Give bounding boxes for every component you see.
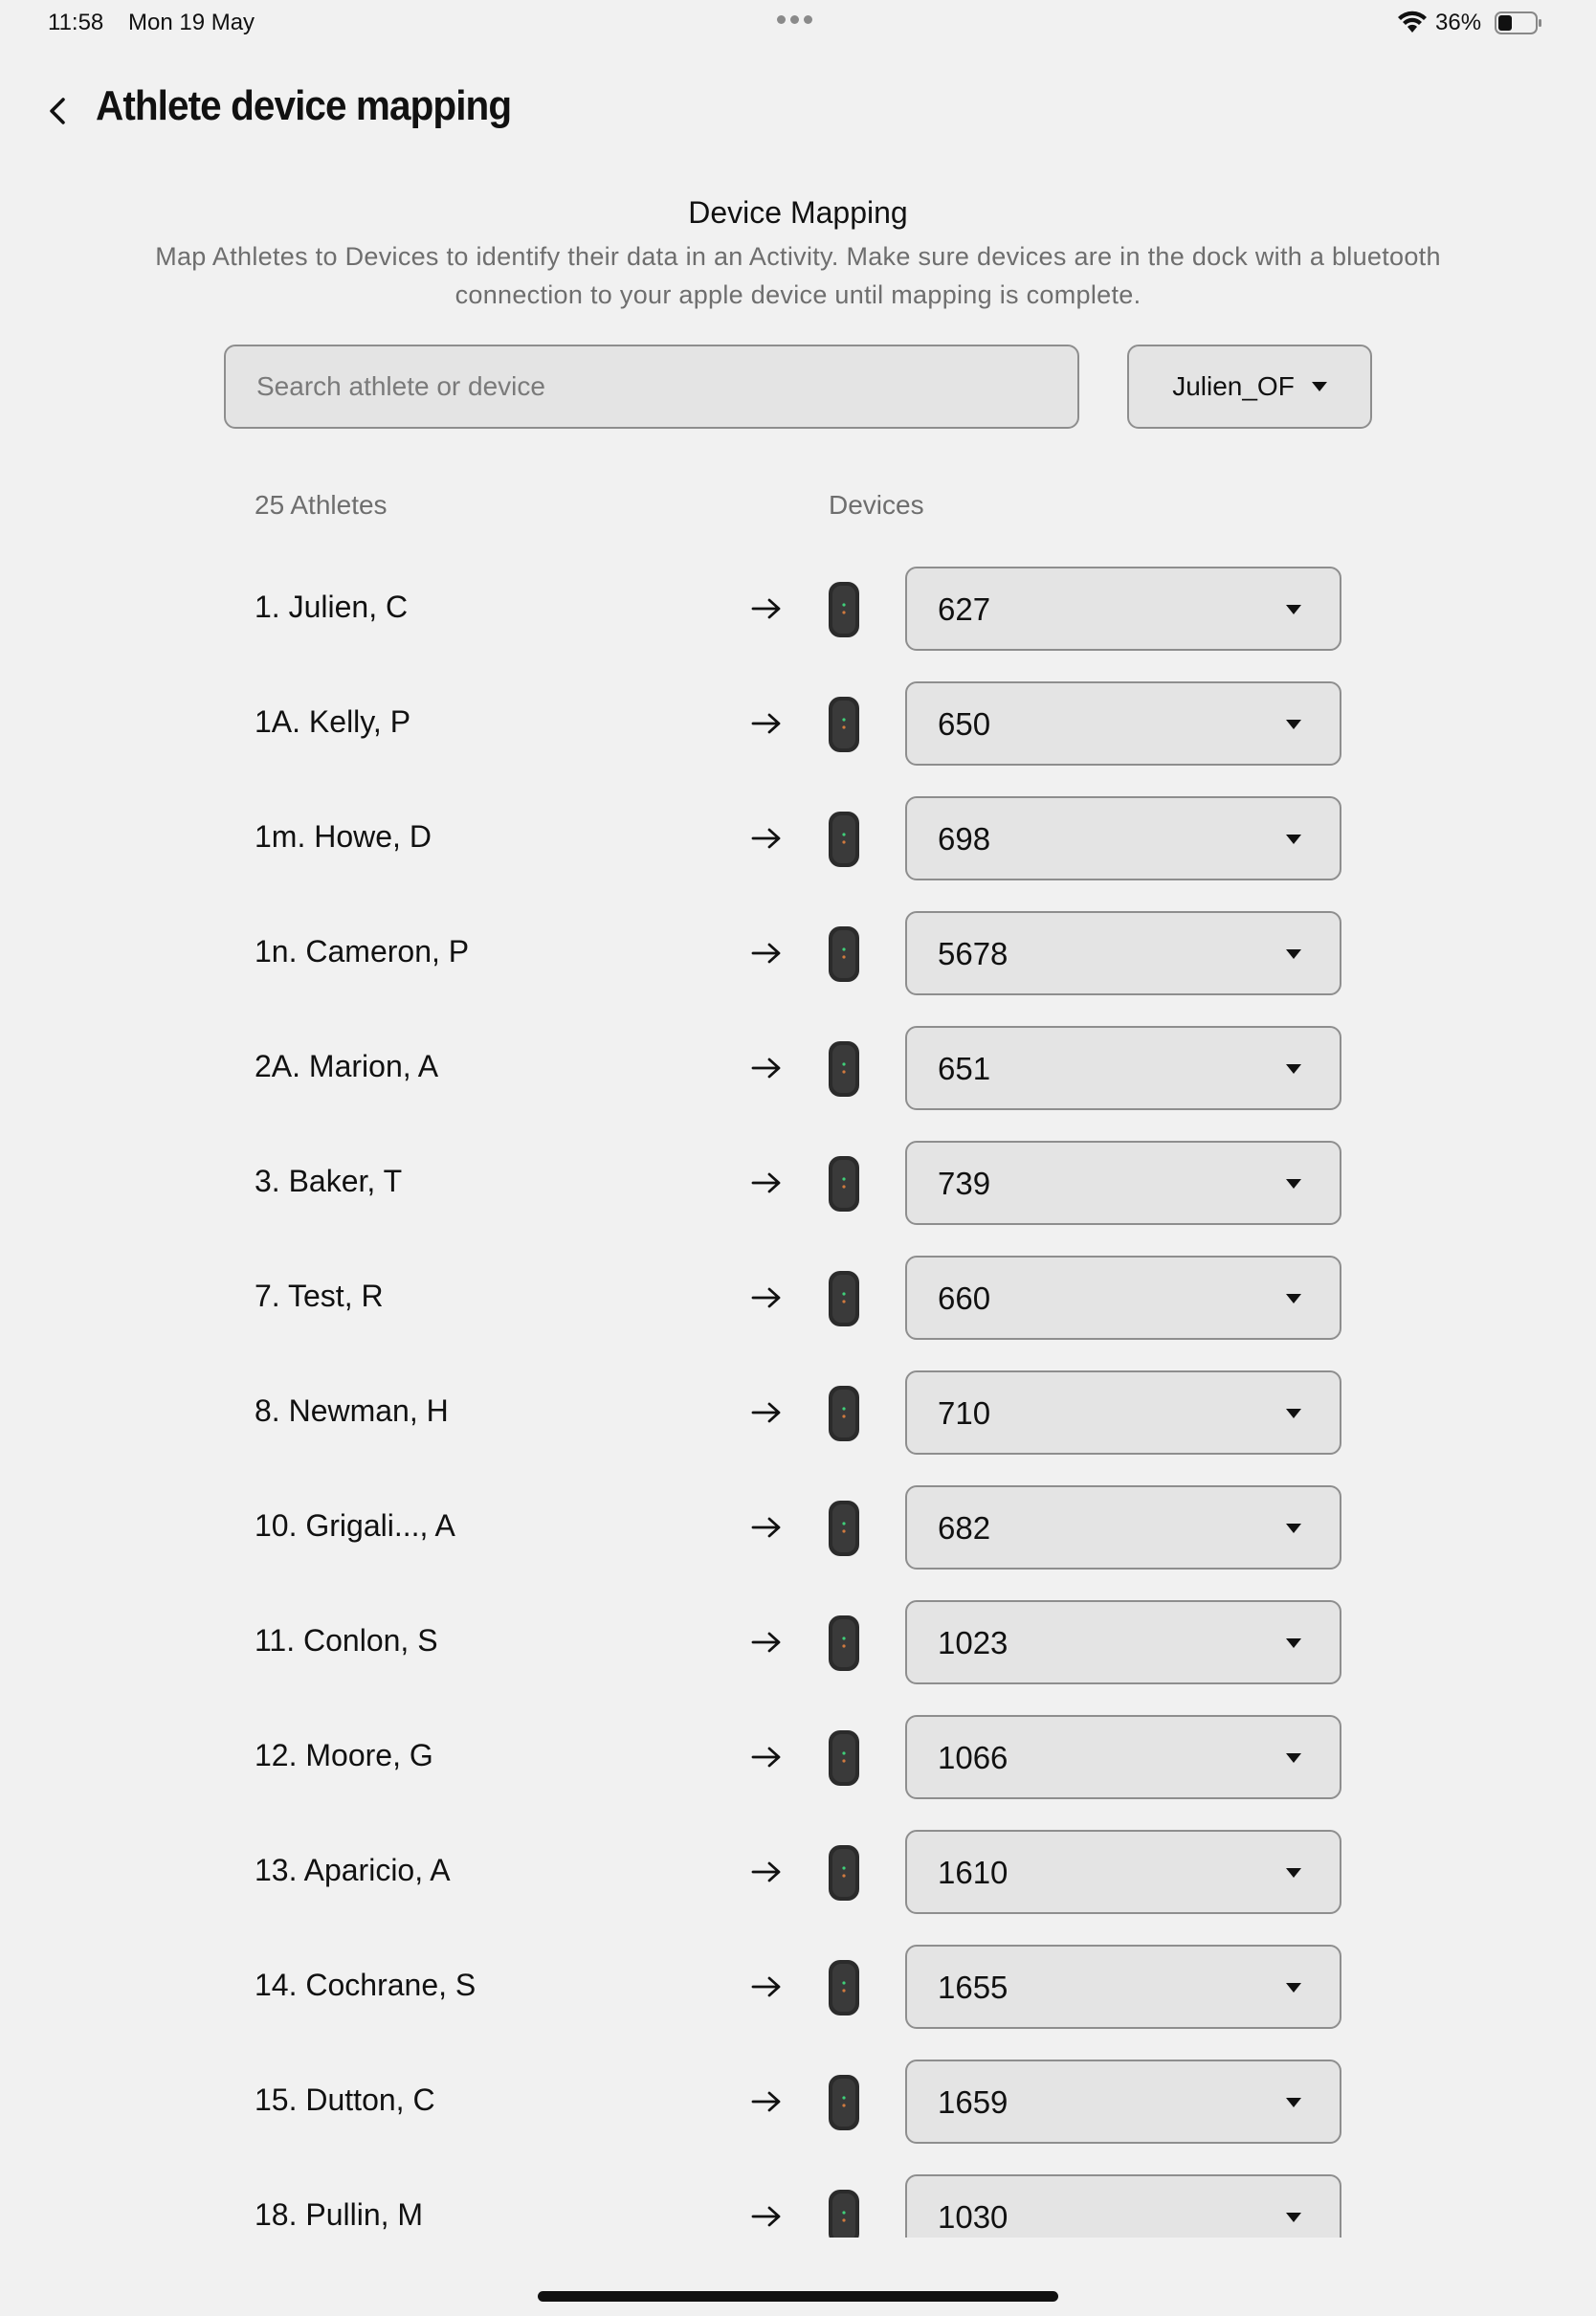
status-date: Mon 19 May [128, 10, 255, 35]
battery-percentage: 36% [1435, 10, 1482, 35]
arrow-right-icon [750, 2090, 783, 2113]
athlete-name: 8. Newman, H [255, 1393, 449, 1428]
device-dropdown[interactable] [905, 1945, 1341, 2029]
device-dropdown[interactable] [905, 1256, 1341, 1340]
tracker-device-icon [827, 1499, 861, 1558]
mapping-row [0, 1369, 1596, 1483]
device-dropdown[interactable] [905, 1026, 1341, 1110]
device-dropdown-value: 1655 [938, 1970, 1009, 2005]
device-dropdown[interactable] [905, 1485, 1341, 1570]
device-dropdown-value: 5678 [938, 936, 1009, 971]
athlete-name: 1A. Kelly, P [255, 704, 411, 739]
arrow-right-icon [750, 942, 783, 965]
tracker-device-icon [827, 1384, 861, 1443]
caret-down-icon [1286, 1179, 1301, 1189]
athlete-name: 18. Pullin, M [255, 2197, 424, 2232]
mapping-row [0, 1483, 1596, 1598]
tracker-device-icon [827, 1154, 861, 1214]
home-indicator[interactable] [538, 2291, 1058, 2302]
device-dropdown[interactable] [905, 1370, 1341, 1455]
caret-down-icon [1286, 2098, 1301, 2107]
device-dropdown-value: 710 [938, 1395, 991, 1431]
status-time: 11:58 [48, 10, 104, 35]
tracker-device-icon [827, 1039, 861, 1099]
device-dropdown-value: 1610 [938, 1855, 1009, 1890]
device-dropdown[interactable] [905, 2060, 1341, 2144]
athlete-name: 14. Cochrane, S [255, 1968, 477, 2002]
athlete-name: 3. Baker, T [255, 1164, 403, 1198]
tracker-device-icon [827, 1843, 861, 1903]
athletes-column-header: 25 Athletes [255, 490, 388, 520]
caret-down-icon [1286, 1524, 1301, 1533]
athlete-name: 15. Dutton, C [255, 2082, 435, 2117]
multitasking-dots-icon[interactable] [777, 11, 819, 25]
mapping-row [0, 565, 1596, 679]
caret-down-icon [1286, 1294, 1301, 1303]
caret-down-icon [1312, 382, 1327, 391]
device-dropdown[interactable] [905, 681, 1341, 766]
mapping-row [0, 1254, 1596, 1369]
athlete-name: 7. Test, R [255, 1279, 384, 1313]
arrow-right-icon [750, 1746, 783, 1769]
device-dropdown-value: 1659 [938, 2084, 1009, 2120]
tracker-device-icon [827, 924, 861, 984]
caret-down-icon [1286, 835, 1301, 844]
caret-down-icon [1286, 2213, 1301, 2222]
device-dropdown-value: 650 [938, 706, 991, 742]
caret-down-icon [1286, 720, 1301, 729]
section-description: Map Athletes to Devices to identify their data in an Activity. Make sure devices are in the dock with a bluetooth connection to your apple device until mapping is complete. [155, 242, 1441, 309]
device-dropdown-value: 651 [938, 1051, 991, 1086]
arrow-right-icon [750, 2205, 783, 2228]
device-dropdown[interactable] [905, 1141, 1341, 1225]
mapping-row [0, 1139, 1596, 1254]
caret-down-icon [1286, 949, 1301, 959]
back-chevron-icon[interactable] [42, 92, 77, 130]
tracker-device-icon [827, 1728, 861, 1788]
athlete-name: 1m. Howe, D [255, 819, 432, 854]
arrow-right-icon [750, 1401, 783, 1424]
arrow-right-icon [750, 1631, 783, 1654]
device-dropdown-value: 627 [938, 591, 991, 627]
tracker-device-icon [827, 1958, 861, 2017]
tracker-device-icon [827, 695, 861, 754]
mapping-list[interactable] [0, 565, 1596, 2238]
tracker-device-icon [827, 1269, 861, 1328]
mapping-row [0, 2172, 1596, 2238]
mapping-row [0, 909, 1596, 1024]
tracker-device-icon [827, 2188, 861, 2238]
page-title: Athlete device mapping [96, 82, 512, 129]
athlete-name: 10. Grigali..., A [255, 1508, 455, 1543]
athlete-name: 12. Moore, G [255, 1738, 433, 1772]
group-dropdown[interactable] [1127, 345, 1372, 429]
caret-down-icon [1286, 1983, 1301, 1993]
caret-down-icon [1286, 605, 1301, 614]
devices-column-header: Devices [829, 490, 924, 520]
arrow-right-icon [750, 1860, 783, 1883]
group-dropdown-value: Julien_OF [1172, 371, 1295, 401]
arrow-right-icon [750, 1057, 783, 1080]
device-dropdown[interactable] [905, 1600, 1341, 1684]
caret-down-icon [1286, 1868, 1301, 1878]
device-dropdown[interactable] [905, 1715, 1341, 1799]
device-dropdown-value: 682 [938, 1510, 991, 1546]
arrow-right-icon [750, 1171, 783, 1194]
device-dropdown[interactable] [905, 567, 1341, 651]
device-dropdown-value: 660 [938, 1280, 991, 1316]
tracker-device-icon [827, 2073, 861, 2132]
device-dropdown[interactable] [905, 796, 1341, 880]
arrow-right-icon [750, 597, 783, 620]
battery-icon [1495, 11, 1542, 34]
search-input[interactable] [224, 345, 1079, 429]
athlete-name: 1n. Cameron, P [255, 934, 470, 969]
mapping-row [0, 1713, 1596, 1828]
athlete-name: 2A. Marion, A [255, 1049, 439, 1083]
athlete-name: 1. Julien, C [255, 590, 409, 624]
device-dropdown-value: 698 [938, 821, 991, 857]
mapping-row [0, 679, 1596, 794]
tracker-device-icon [827, 810, 861, 869]
device-dropdown[interactable] [905, 2174, 1341, 2238]
mapping-row [0, 2058, 1596, 2172]
device-dropdown[interactable] [905, 911, 1341, 995]
device-dropdown-value: 1066 [938, 1740, 1009, 1775]
device-dropdown-value: 739 [938, 1166, 991, 1201]
caret-down-icon [1286, 1064, 1301, 1074]
arrow-right-icon [750, 1286, 783, 1309]
arrow-right-icon [750, 712, 783, 735]
mapping-row [0, 1828, 1596, 1943]
athlete-name: 13. Aparicio, A [255, 1853, 451, 1887]
tracker-device-icon [827, 580, 861, 639]
wifi-icon [1397, 10, 1428, 34]
arrow-right-icon [750, 1516, 783, 1539]
mapping-row [0, 1598, 1596, 1713]
mapping-row [0, 1024, 1596, 1139]
tracker-device-icon [827, 1614, 861, 1673]
device-dropdown[interactable] [905, 1830, 1341, 1914]
section-heading: Device Mapping [688, 195, 908, 230]
athlete-name: 11. Conlon, S [255, 1623, 438, 1658]
mapping-row [0, 794, 1596, 909]
caret-down-icon [1286, 1409, 1301, 1418]
device-dropdown-value: 1023 [938, 1625, 1009, 1660]
arrow-right-icon [750, 1975, 783, 1998]
caret-down-icon [1286, 1753, 1301, 1763]
mapping-row [0, 1943, 1596, 2058]
status-bar [0, 0, 1596, 44]
arrow-right-icon [750, 827, 783, 850]
caret-down-icon [1286, 1638, 1301, 1648]
device-dropdown-value: 1030 [938, 2199, 1009, 2235]
